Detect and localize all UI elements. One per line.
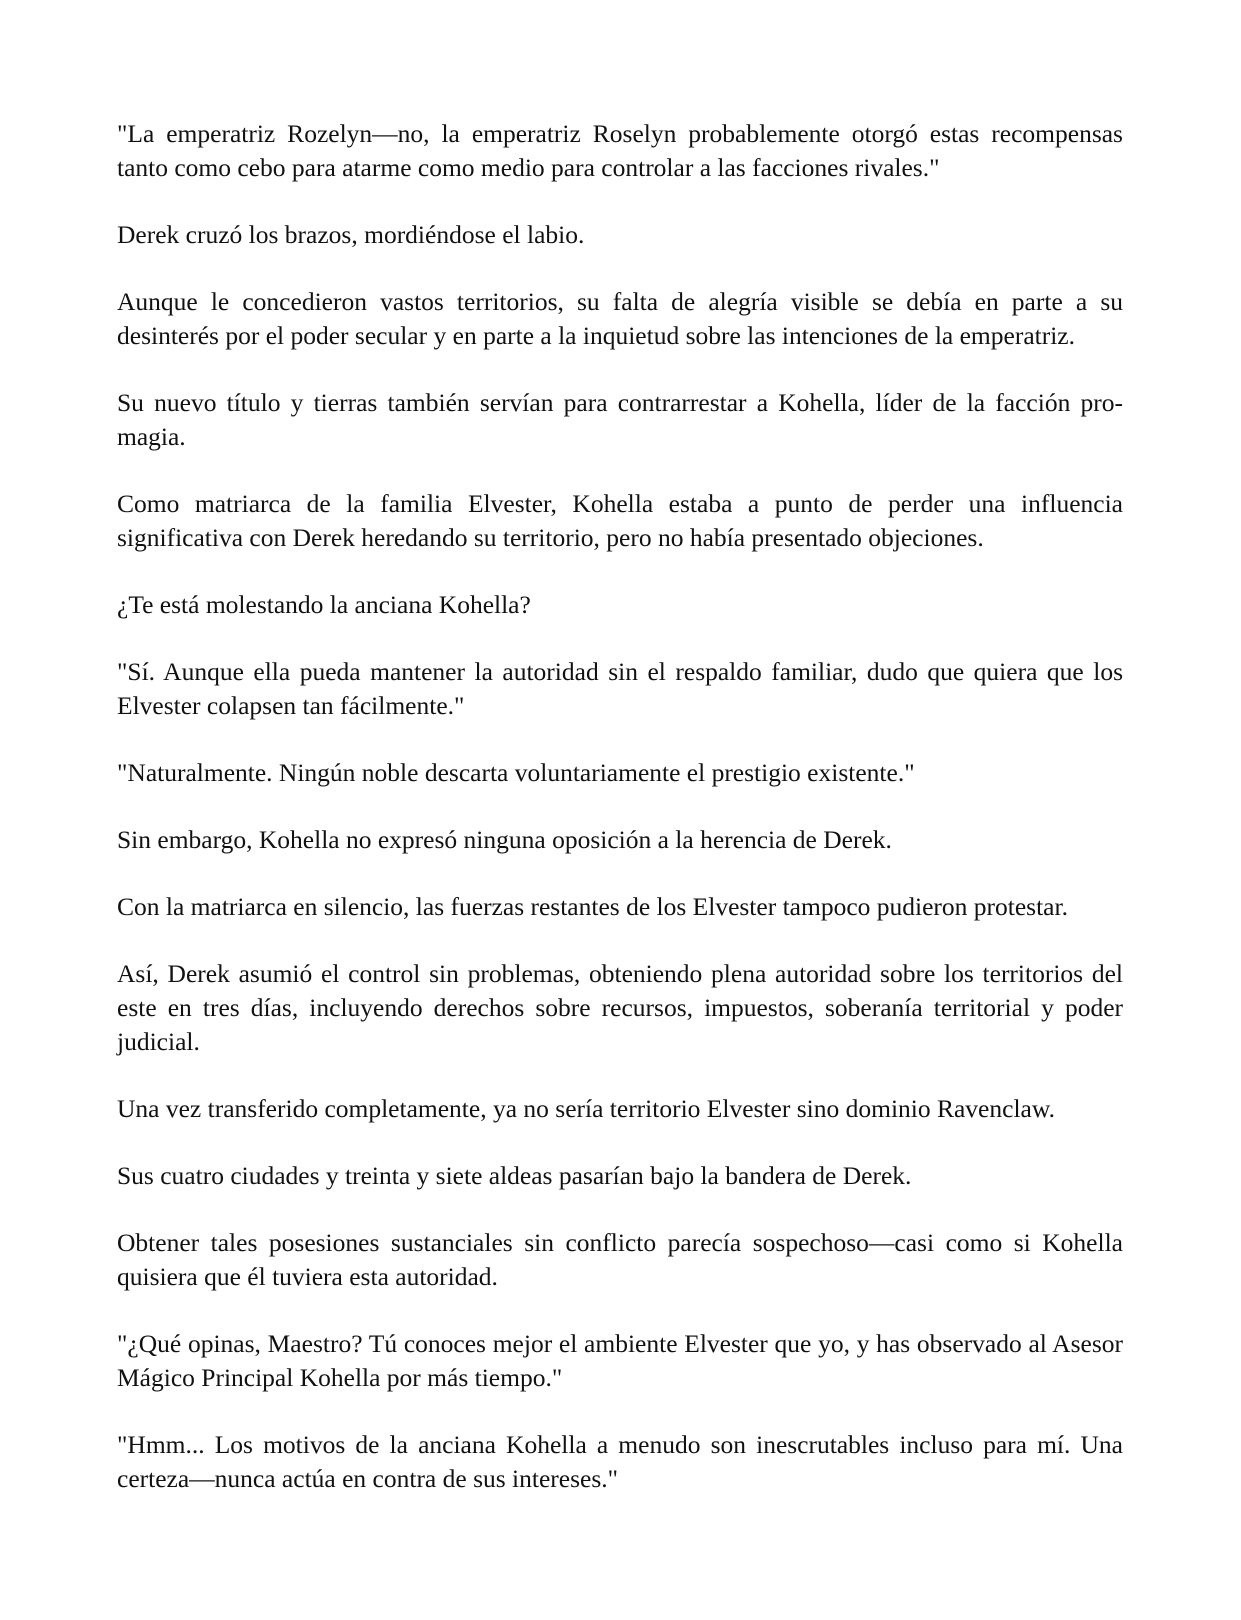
paragraph: "Hmm... Los motivos de la anciana Kohella a menudo son inescrutables incluso para mí. Una certeza—nunca actúa en contra de sus intereses." [117,1430,1123,1493]
paragraph: Así, Derek asumió el control sin problemas, obteniendo plena autoridad sobre los territorios del este en tres días, incluyendo derechos sobre recursos, impuestos, soberanía territorial y poder judicial. [117,959,1123,1056]
paragraph: Aunque le concedieron vastos territorios, su falta de alegría visible se debía en parte a su desinterés por el poder secular y en parte a la inquietud sobre las intenciones de la emperatriz. [117,287,1123,350]
paragraph: Sus cuatro ciudades y treinta y siete aldeas pasarían bajo la bandera de Derek. [117,1161,912,1190]
paragraph: Su nuevo título y tierras también servían para contrarrestar a Kohella, líder de la facción pro-magia. [117,388,1123,451]
body-text [117,117,1123,1529]
paragraph: Con la matriarca en silencio, las fuerzas restantes de los Elvester tampoco pudieron protestar. [117,892,1068,921]
paragraph: "Sí. Aunque ella pueda mantener la autoridad sin el respaldo familiar, dudo que quiera que los Elvester colapsen tan fácilmente." [117,657,1123,720]
paragraph: "¿Qué opinas, Maestro? Tú conoces mejor el ambiente Elvester que yo, y has observado al Asesor Mágico Principal Kohella por más tiempo." [117,1329,1123,1392]
paragraph: ¿Te está molestando la anciana Kohella? [117,590,531,619]
paragraph: Como matriarca de la familia Elvester, Kohella estaba a punto de perder una influencia significativa con Derek heredando su territorio, pero no había presentado objeciones. [117,489,1123,552]
paragraph: Sin embargo, Kohella no expresó ninguna oposición a la herencia de Derek. [117,825,892,854]
paragraph: Una vez transferido completamente, ya no sería territorio Elvester sino dominio Ravenclaw. [117,1094,1055,1123]
paragraph: "La emperatriz Rozelyn—no, la emperatriz Roselyn probablemente otorgó estas recompensas tanto como cebo para atarme como medio para controlar a las facciones rivales." [117,119,1123,182]
paragraph: Derek cruzó los brazos, mordiéndose el labio. [117,220,585,249]
paragraph: Obtener tales posesiones sustanciales sin conflicto parecía sospechoso—casi como si Kohella quisiera que él tuviera esta autoridad. [117,1228,1123,1291]
paragraph: "Naturalmente. Ningún noble descarta voluntariamente el prestigio existente." [117,758,915,787]
